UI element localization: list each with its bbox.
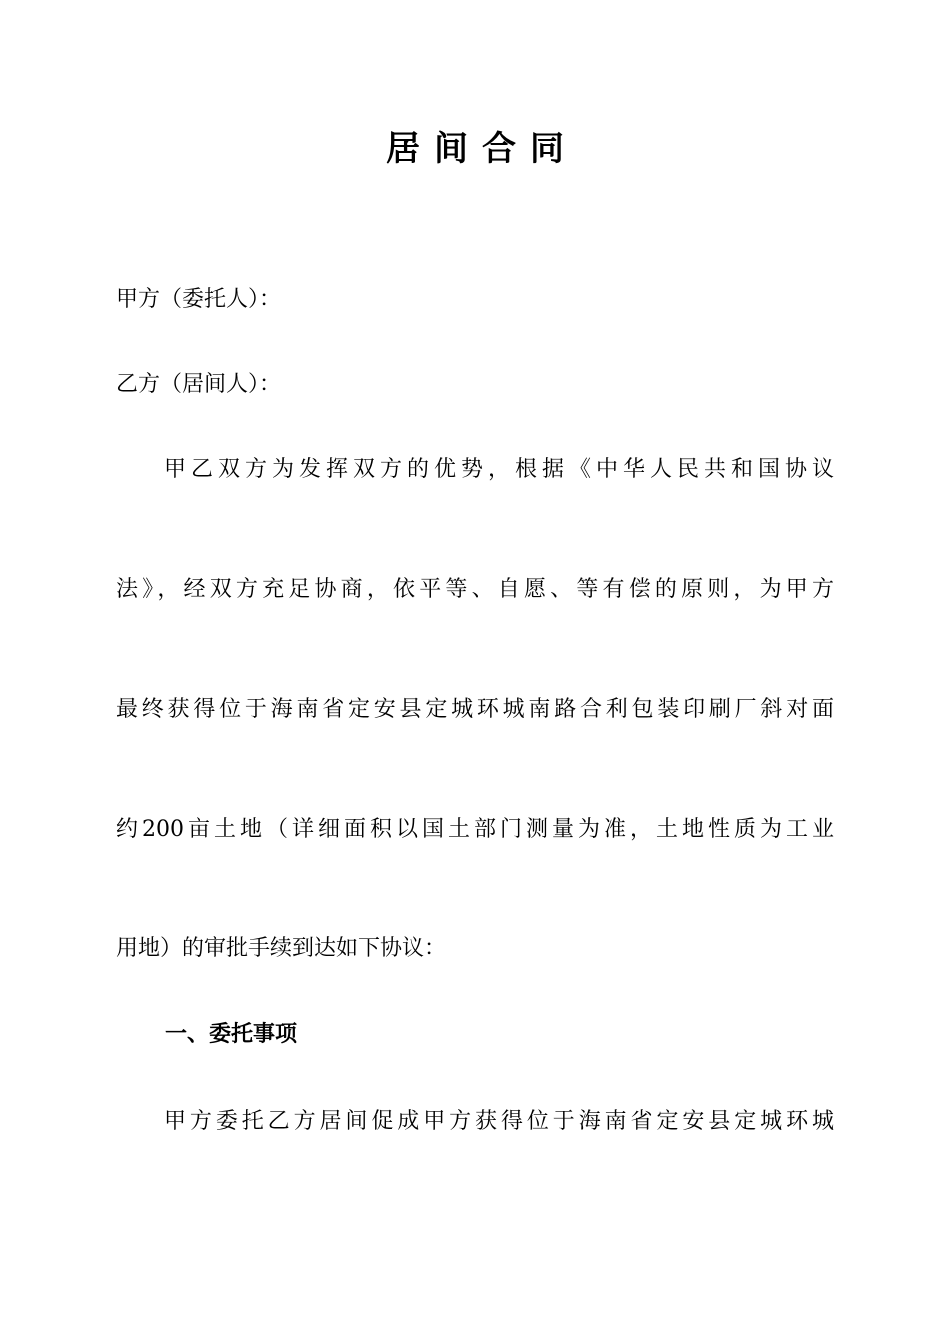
- section-1-line-1: 甲方委托乙方居间促成甲方获得位于海南省定安县定城环城: [164, 1109, 834, 1134]
- intro-line-1: 甲乙双方为发挥双方的优势，根据《中华人民共和国协议: [164, 457, 834, 482]
- party-b-label: 乙方（居间人）：: [116, 372, 282, 397]
- intro-line-2: 法》，经双方充足协商，依平等、自愿、等有偿的原则，为甲方: [116, 577, 834, 602]
- intro-line-3: 最终获得位于海南省定安县定城环城南路合利包装印刷厂斜对面: [116, 697, 834, 722]
- document-title: 居间合同: [386, 129, 578, 169]
- party-a-label: 甲方（委托人）：: [116, 287, 282, 312]
- intro-line-5: 用地）的审批手续到达如下协议：: [116, 936, 447, 961]
- section-1-heading: 一、委托事项: [165, 1022, 298, 1047]
- intro-line-4: 约200亩土地（详细面积以国土部门测量为准，土地性质为工业: [116, 817, 834, 842]
